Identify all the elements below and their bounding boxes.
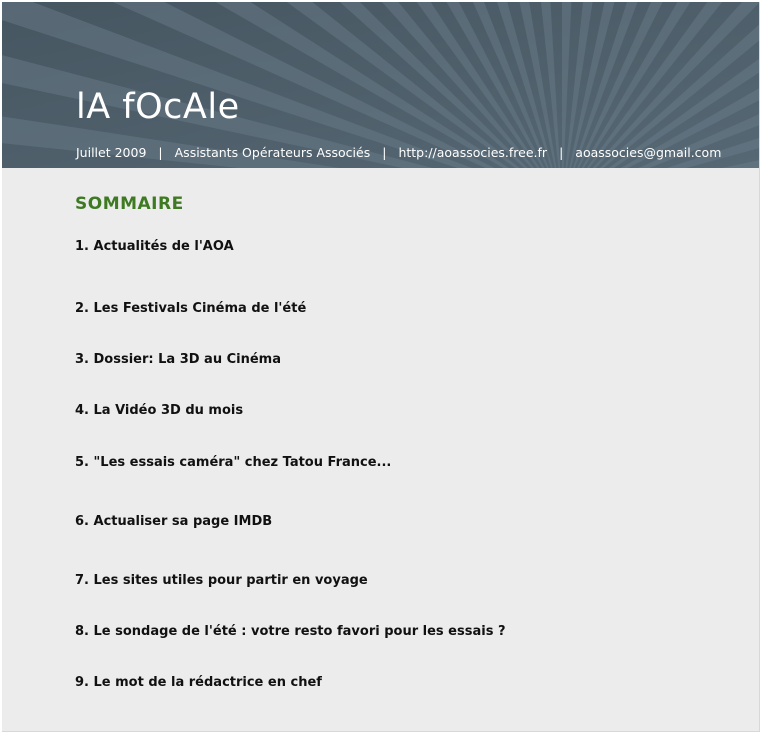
email-link[interactable]: aoassocies@gmail.com [575,145,722,160]
toc-item[interactable]: 6. Actualiser sa page IMDB [75,514,273,529]
toc-item[interactable]: 1. Actualités de l'AOA [75,239,234,254]
newsletter-page [2,2,760,732]
separator: | [158,145,163,160]
organisation-name: Assistants Opérateurs Associés [174,145,371,160]
header-ray-pattern [2,2,759,168]
issue-date: Juillet 2009 [76,145,147,160]
toc-item[interactable]: 3. Dossier: La 3D au Cinéma [75,352,282,367]
toc-item[interactable]: 8. Le sondage de l'été : votre resto favori pour les essais ? [75,624,506,639]
toc-item[interactable]: 4. La Vidéo 3D du mois [75,403,244,418]
toc-item[interactable]: 2. Les Festivals Cinéma de l'été [75,301,307,316]
separator: | [382,145,387,160]
toc-item[interactable]: 5. "Les essais caméra" chez Tatou France... [75,455,392,470]
website-link[interactable]: http://aoassocies.free.fr [398,145,548,160]
sommaire-heading: SOMMAIRE [75,194,184,214]
header-info-line [76,145,721,160]
header-banner [2,2,759,168]
newsletter-title: lA fOcAle [76,87,240,127]
toc-item[interactable]: 7. Les sites utiles pour partir en voyage [75,573,368,588]
separator: | [559,145,564,160]
toc-item[interactable]: 9. Le mot de la rédactrice en chef [75,675,322,690]
